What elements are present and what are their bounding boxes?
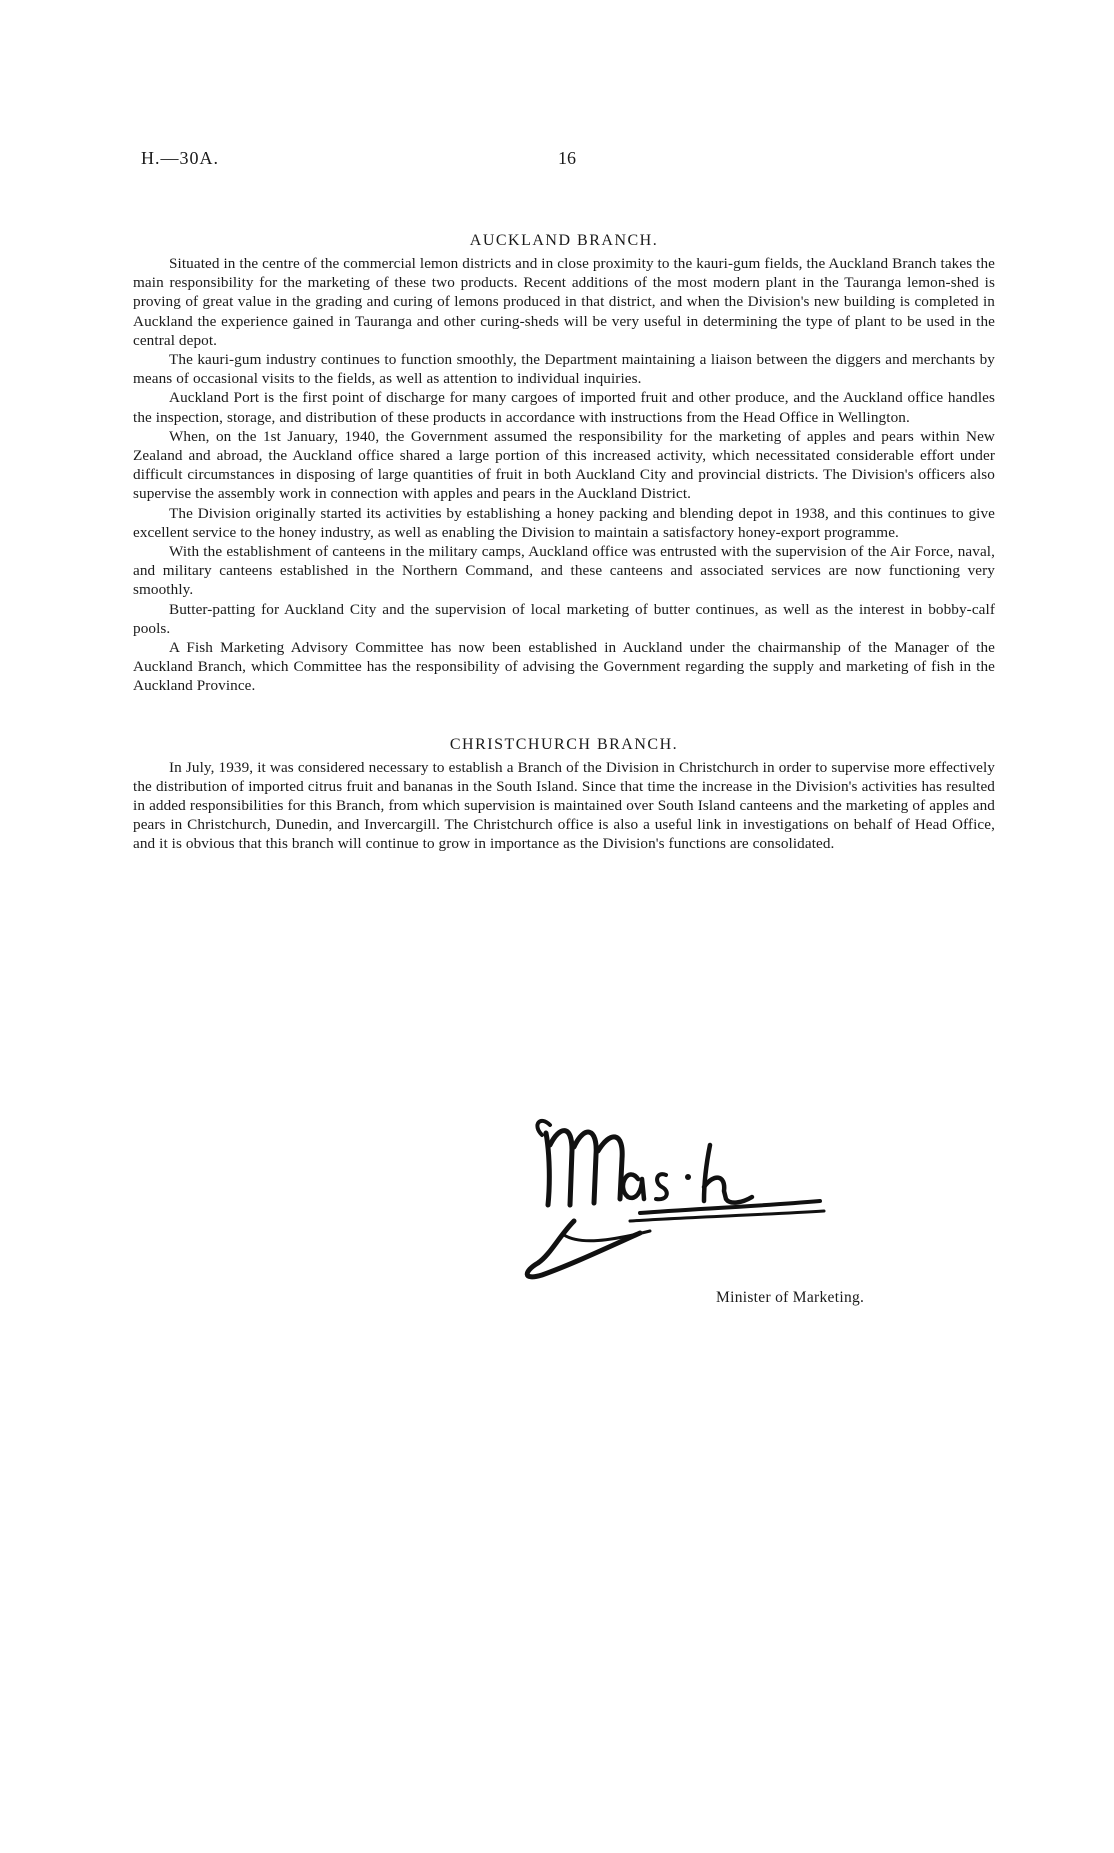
paragraph: The Division originally started its activities by establishing a honey packing and blending depot in 1938, and this continues to give excellent service to the honey industry, as well as enabling the Division to maintain a satisfactory honey-export programme. (133, 504, 995, 541)
paragraph: A Fish Marketing Advisory Committee has now been established in Auckland under the chairmanship of the Manager of the Auckland Branch, which Committee has the responsibility of advising the Government regarding the supply and marketing of fish in the Auckland Province. (133, 639, 995, 695)
paragraph: Butter-patting for Auckland City and the supervision of local marketing of butter continues, as well as the interest in bobby-calf pools. (133, 600, 995, 637)
paragraph: The kauri-gum industry continues to function smoothly, the Department maintaining a liaison between the diggers and merchants by means of occasional visits to the fields, as well as attention to individual inquiries. (133, 351, 995, 388)
handwritten-signature (520, 1095, 840, 1285)
paragraph: In July, 1939, it was considered necessary to establish a Branch of the Division in Christchurch in order to supervise more effectively the distribution of imported citrus fruit and bananas in the South Island. Since that time the increase in the Division's activities has resulted in added responsibilities for this Branch, from which supervision is maintained over South Island canteens and the marketing of apples and pears in Christchurch, Dunedin, and Invercargill. The Christchurch office is also a useful link in investigations on behalf of Head Office, and it is obvious that this branch will continue to grow in importance as the Division's functions are consolidated. (133, 758, 995, 853)
page-header (0, 148, 1114, 172)
signatory-title: Minister of Marketing. (716, 1289, 865, 1306)
paragraph: When, on the 1st January, 1940, the Government assumed the responsibility for the marketing of apples and pears within New Zealand and abroad, the Auckland office shared a large portion of this increased activity, which necessitated considerable effort under difficult circumstances in disposing of large quantities of fruit in both Auckland City and provincial districts. The Division's officers also supervise the assembly work in connection with apples and pears in the Auckland District. (133, 427, 995, 503)
section-heading-auckland: AUCKLAND BRANCH. (469, 232, 659, 249)
section-heading-christchurch: CHRISTCHURCH BRANCH. (449, 735, 679, 753)
paragraph: Situated in the centre of the commercial lemon districts and in close proximity to the kauri-gum fields, the Auckland Branch takes the main responsibility for the marketing of these two products. Recent additions of the most modern plant in the Tauranga lemon-shed is proving of great value in the grading and curing of lemons produced in that district, and when the Division's new building is completed in Auckland the experience gained in Tauranga and other curing-sheds will be very useful in determining the type of plant to be used in the central depot. (133, 255, 995, 349)
document-reference: H.—30A. (141, 148, 219, 168)
signature-graphic (520, 1095, 840, 1285)
paragraph: Auckland Port is the first point of discharge for many cargoes of imported fruit and other produce, and the Auckland office handles the inspection, storage, and distribution of these products in accordance with instructions from the Head Office in Wellington. (133, 389, 995, 426)
document-body (133, 232, 995, 854)
paragraph: With the establishment of canteens in the military camps, Auckland office was entrusted with the supervision of the Air Force, naval, and military canteens established in the Northern Command, and these canteens and associated services are now functioning very smoothly. (133, 543, 995, 599)
page-number: 16 (558, 148, 576, 168)
